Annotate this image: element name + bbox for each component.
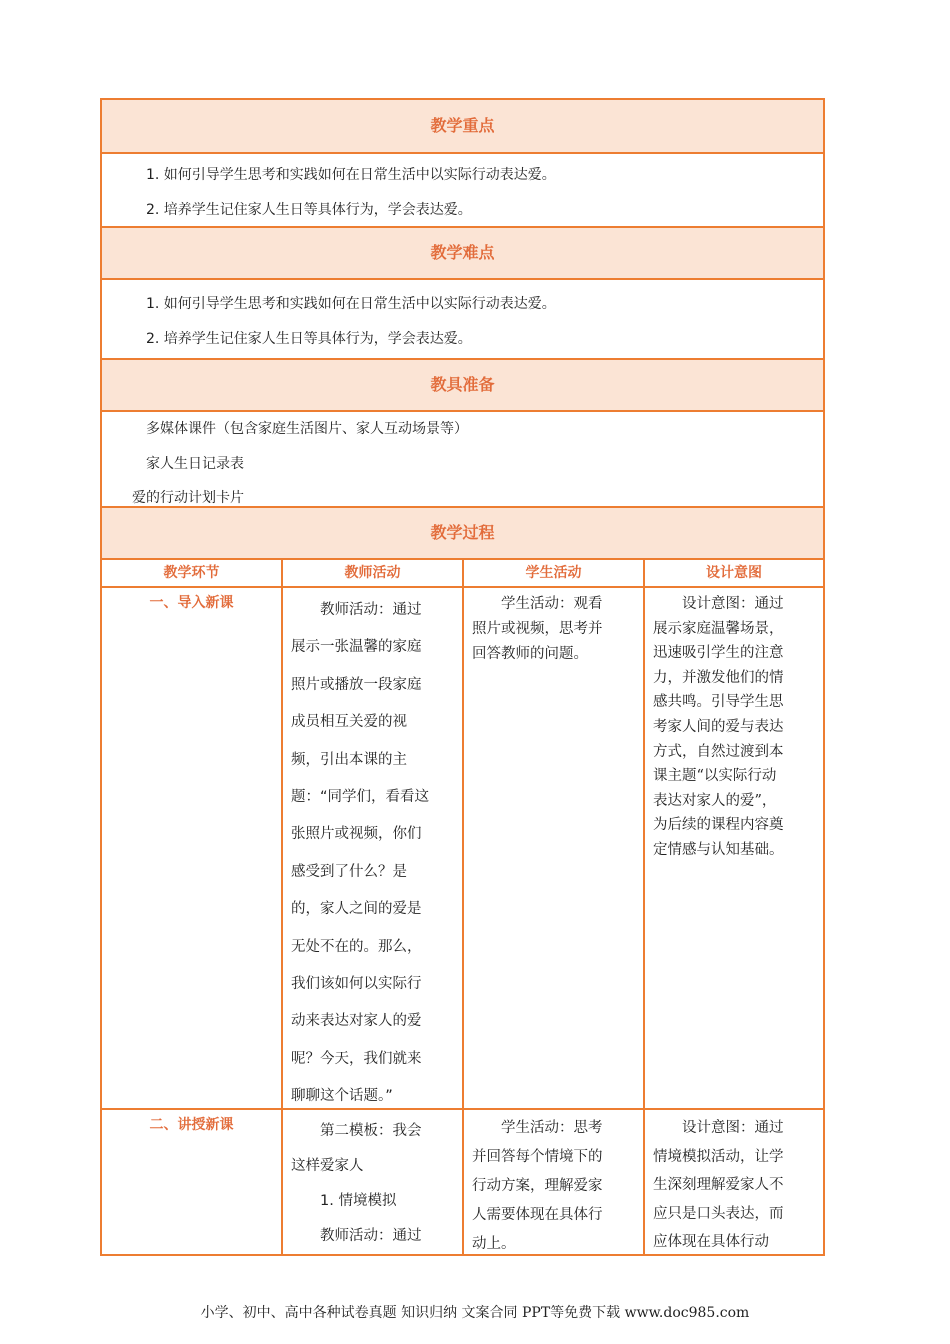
intent-line: 生深刻理解爱家人不: [653, 1177, 784, 1193]
section-header-difficult-points: 教学难点: [102, 228, 823, 280]
intent-line: 设计意图：通过: [682, 596, 784, 612]
student-line: 行动方案，理解爱家: [472, 1178, 603, 1194]
student-line: 学生活动：思考: [501, 1120, 603, 1136]
key-point-item: 1. 如何引导学生思考和实践如何在日常生活中以实际行动表达爱。: [146, 167, 556, 183]
student-activity: [464, 588, 645, 1108]
student-activity: [464, 1110, 645, 1254]
column-header-stage: 教学环节: [102, 560, 283, 586]
column-header-student: 学生活动: [464, 560, 645, 586]
design-intent: [645, 588, 823, 1108]
teacher-line: 1. 情境模拟: [320, 1193, 397, 1209]
teacher-line: 展示一张温馨的家庭: [291, 639, 422, 656]
intent-line: 应体现在具体行动: [653, 1234, 769, 1250]
stage-label: 一、导入新课: [102, 588, 283, 1108]
lesson-plan-table: [100, 98, 825, 1256]
student-line: 动上。: [472, 1236, 516, 1252]
key-points-body: [102, 154, 823, 228]
teacher-line: 感受到了什么？是: [291, 863, 407, 880]
material-item: 多媒体课件（包含家庭生活图片、家人互动场景等）: [146, 421, 468, 437]
difficult-point-item: 1. 如何引导学生思考和实践如何在日常生活中以实际行动表达爱。: [146, 296, 556, 312]
teacher-line: 这样爱家人: [291, 1158, 364, 1174]
teacher-line: 张照片或视频，你们: [291, 826, 422, 843]
section-header-process: 教学过程: [102, 508, 823, 560]
section-header-key-points: 教学重点: [102, 100, 823, 154]
intent-line: 应只是口头表达，而: [653, 1205, 784, 1222]
intent-line: 为后续的课程内容奠: [653, 817, 784, 834]
key-point-item: 2. 培养学生记住家人生日等具体行为，学会表达爱。: [146, 202, 472, 218]
intent-line: 考家人间的爱与表达: [653, 718, 784, 735]
teacher-line: 频，引出本课的主: [291, 751, 407, 768]
teacher-line: 呢？今天，我们就来: [291, 1050, 422, 1067]
materials-body: [102, 412, 823, 508]
teacher-activity: [283, 1110, 464, 1254]
teacher-line: 聊聊这个话题。”: [291, 1088, 393, 1105]
intent-line: 感共鸣。引导学生思: [653, 694, 784, 711]
process-row: [102, 1110, 823, 1254]
teacher-line: 的，家人之间的爱是: [291, 901, 422, 918]
teacher-line: 我们该如何以实际行: [291, 976, 422, 993]
intent-line: 情境模拟活动，让学: [653, 1148, 784, 1165]
section-header-materials: 教具准备: [102, 360, 823, 412]
material-item: 爱的行动计划卡片: [132, 490, 244, 506]
difficult-point-item: 2. 培养学生记住家人生日等具体行为，学会表达爱。: [146, 331, 472, 347]
design-intent: [645, 1110, 823, 1254]
student-line: 人需要体现在具体行: [472, 1207, 603, 1223]
intent-line: 表达对家人的爱”，: [653, 792, 777, 809]
student-line: 回答教师的问题。: [472, 646, 588, 662]
process-column-headers: [102, 560, 823, 588]
teacher-line: 无处不在的。那么，: [291, 938, 422, 955]
intent-line: 课主题“以实际行动: [653, 768, 777, 785]
process-row: [102, 588, 823, 1110]
student-line: 学生活动：观看: [501, 596, 603, 612]
intent-line: 力，并激发他们的情: [653, 669, 784, 686]
intent-line: 展示家庭温馨场景，: [653, 620, 784, 637]
intent-line: 设计意图：通过: [682, 1120, 784, 1136]
student-line: 并回答每个情境下的: [472, 1149, 603, 1165]
student-line: 照片或视频，思考并: [472, 621, 603, 637]
column-header-teacher: 教师活动: [283, 560, 464, 586]
intent-line: 方式，自然过渡到本: [653, 743, 784, 760]
intent-line: 迅速吸引学生的注意: [653, 645, 784, 662]
stage-label: 二、讲授新课: [102, 1110, 283, 1254]
column-header-intent: 设计意图: [645, 560, 823, 586]
teacher-line: 题：“同学们，看看这: [291, 789, 430, 806]
teacher-line: 照片或播放一段家庭: [291, 676, 422, 693]
teacher-line: 动来表达对家人的爱: [291, 1013, 422, 1030]
page-footer: 小学、初中、高中各种试卷真题 知识归纳 文案合同 PPT等免费下载 www.doc985.com: [200, 1305, 750, 1321]
teacher-line: 教师活动：通过: [320, 602, 422, 618]
teacher-line: 教师活动：通过: [320, 1228, 422, 1244]
teacher-line: 第二模板：我会: [320, 1123, 422, 1139]
intent-line: 定情感与认知基础。: [653, 841, 784, 858]
teacher-line: 成员相互关爱的视: [291, 714, 407, 731]
difficult-points-body: [102, 280, 823, 360]
material-item: 家人生日记录表: [146, 456, 244, 472]
teacher-activity: [283, 588, 464, 1108]
